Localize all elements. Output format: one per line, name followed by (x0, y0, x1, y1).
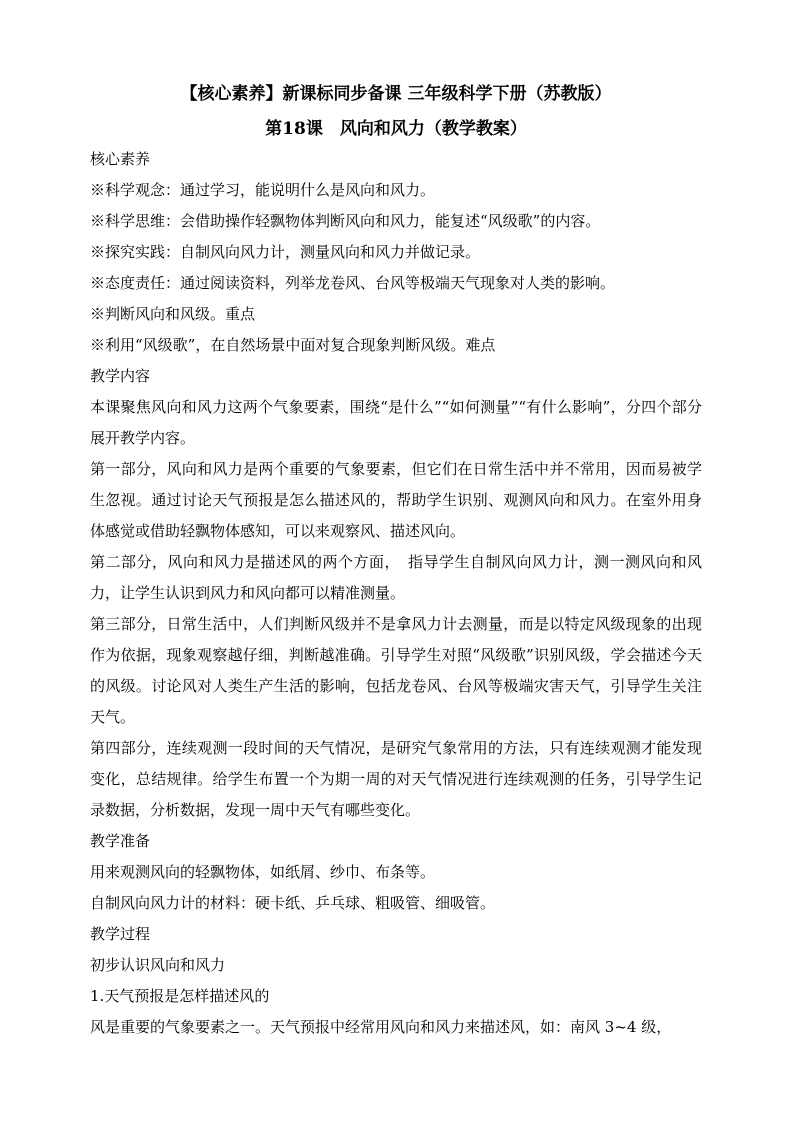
core-item: ※科学思维：会借助操作轻飘物体判断风向和风力，能复述“风级歌”的内容。 (90, 212, 601, 230)
teaching-content-section (90, 361, 702, 826)
core-item: ※判断风向和风级。重点 (90, 305, 256, 323)
core-literacy-section (90, 144, 702, 361)
process-text: 风是重要的气象要素之一。天气预报中经常用风向和风力来描述风，如：南风 3~4 级， (90, 1018, 672, 1036)
prep-item: 自制风向风力计的材料：硬卡纸、乒乓球、粗吸管、细吸管。 (90, 894, 496, 912)
content-paragraph: 第三部分，日常生活中，人们判断风级并不是拿风力计去测量，而是以特定风级现象的出现作为依据，现象观察越仔细，判断越准确。引导学生对照“风级歌”识别风级，学会描述今天的风级。讨论风对人类生产生活的影响，包括龙卷风、台风等极端灾害天气，引导学生关注天气。 (90, 615, 702, 726)
teaching-preparation-section (90, 826, 702, 919)
section-heading-content: 教学内容 (90, 367, 151, 385)
section-heading-prep: 教学准备 (90, 832, 151, 850)
content-paragraph: 本课聚焦风向和风力这两个气象要素，围绕“是什么”“如何测量”“有什么影响”，分四个部分展开教学内容。 (90, 398, 702, 447)
core-item: ※利用“风级歌”，在自然场景中面对复合现象判断风级。难点 (90, 336, 496, 354)
core-item: ※态度责任：通过阅读资料，列举龙卷风、台风等极端天气现象对人类的影响。 (90, 274, 616, 292)
content-paragraph: 第一部分，风向和风力是两个重要的气象要素，但它们在日常生活中并不常用，因而易被学生忽视。通过讨论天气预报是怎么描述风的，帮助学生识别、观测风向和风力。在室外用身体感觉或借助轻飘物体感知，可以来观察风、描述风向。 (90, 460, 702, 540)
core-item: ※科学观念：通过学习，能说明什么是风向和风力。 (90, 181, 436, 199)
process-item-title: 1.天气预报是怎样描述风的 (90, 987, 270, 1005)
section-heading-process: 教学过程 (90, 925, 151, 943)
content-paragraph: 第四部分，连续观测一段时间的天气情况，是研究气象常用的方法，只有连续观测才能发现变化，总结规律。给学生布置一个为期一周的对天气情况进行连续观测的任务，引导学生记录数据，分析数据，发现一周中天气有哪些变化。 (90, 739, 702, 819)
prep-item: 用来观测风向的轻飘物体，如纸屑、纱巾、布条等。 (90, 863, 436, 881)
lesson-title: 第18课 风向和风力（教学教案） (265, 119, 527, 139)
document-title: 【核心素养】新课标同步备课 三年级科学下册（苏教版） (180, 84, 612, 104)
teaching-process-section (90, 919, 702, 1043)
content-paragraph: 第二部分，风向和风力是描述风的两个方面， 指导学生自制风向风力计，测一测风向和风力，让学生认识到风力和风向都可以精准测量。 (90, 553, 702, 602)
core-item: ※探究实践：自制风向风力计，测量风向和风力并做记录。 (90, 243, 481, 261)
section-heading-core: 核心素养 (90, 150, 151, 168)
process-sub-heading: 初步认识风向和风力 (90, 956, 226, 974)
